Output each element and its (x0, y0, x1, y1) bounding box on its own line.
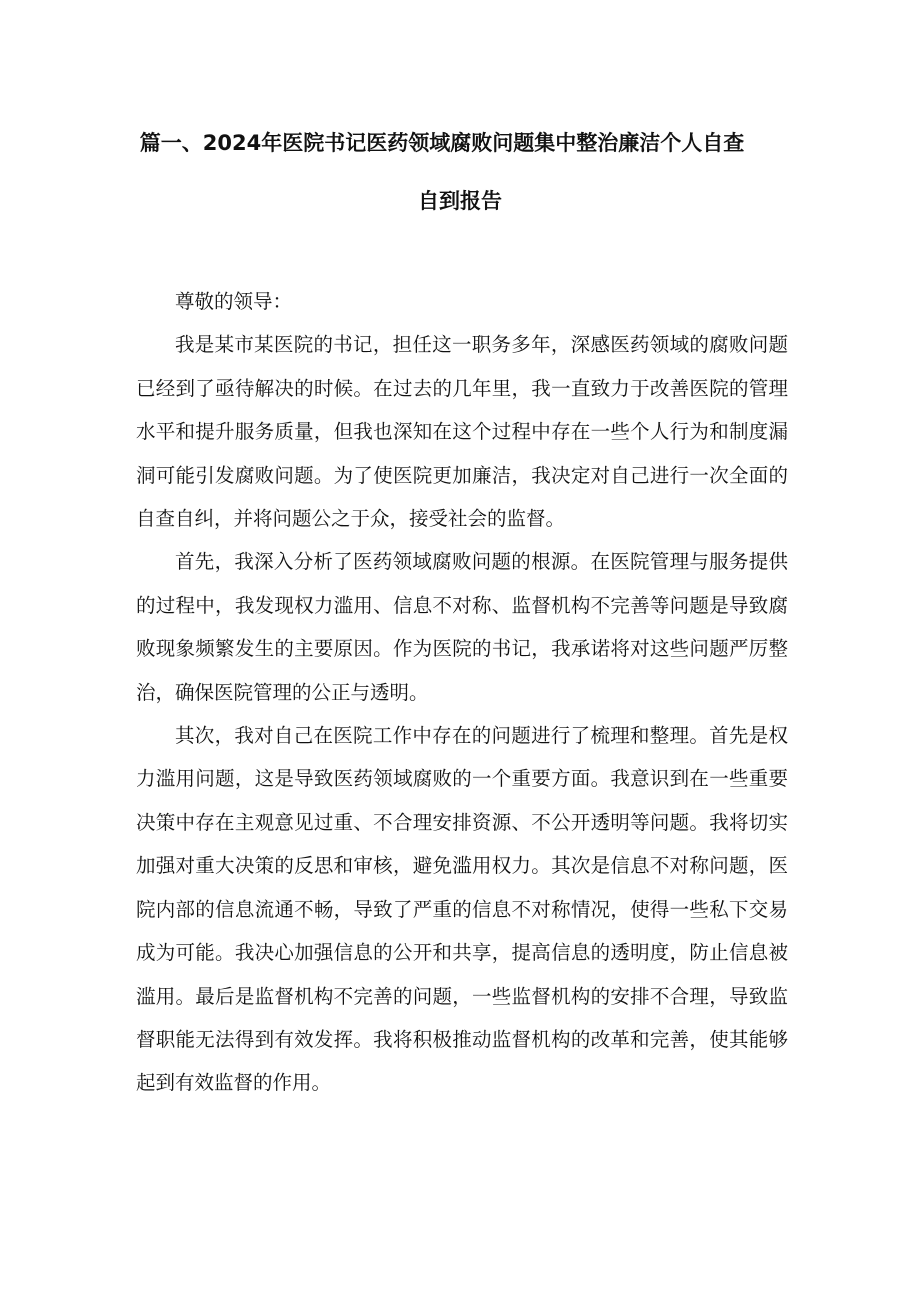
paragraph-3: 其次，我对自己在医院工作中存在的问题进行了梳理和整理。首先是权力滥用问题，这是导致医药领域腐败的一个重要方面。我意识到在一些重要决策中存在主观意见过重、不合理安排资源、不公开透明等问题。我将切实加强对重大决策的反思和审核，避免滥用权力。其次是信息不对称问题，医院内部的信息流通不畅，导致了严重的信息不对称情况，使得一些私下交易成为可能。我决心加强信息的公开和共享，提高信息的透明度，防止信息被滥用。最后是监督机构不完善的问题，一些监督机构的安排不合理，导致监督职能无法得到有效发挥。我将积极推动监督机构的改革和完善，使其能够起到有效监督的作用。 (136, 724, 788, 1095)
document-body (136, 280, 788, 1105)
document-title-line-1: 篇一、2024年医院书记医药领域腐败问题集中整治廉洁个人自查 (139, 131, 745, 155)
document-title-line-2: 自到报告 (418, 189, 502, 213)
salutation: 尊敬的领导： (175, 290, 293, 313)
paragraph-1: 我是某市某医院的书记，担任这一职务多年，深感医药领域的腐败问题已经到了亟待解决的时候。在过去的几年里，我一直致力于改善医院的管理水平和提升服务质量，但我也深知在这个过程中存在一些个人行为和制度漏洞可能引发腐败问题。为了使医院更加廉洁，我决定对自己进行一次全面的自查自纠，并将问题公之于众，接受社会的监督。 (136, 333, 788, 531)
paragraph-2: 首先，我深入分析了医药领域腐败问题的根源。在医院管理与服务提供的过程中，我发现权力滥用、信息不对称、监督机构不完善等问题是导致腐败现象频繁发生的主要原因。作为医院的书记，我承诺将对这些问题严厉整治，确保医院管理的公正与透明。 (136, 550, 788, 704)
